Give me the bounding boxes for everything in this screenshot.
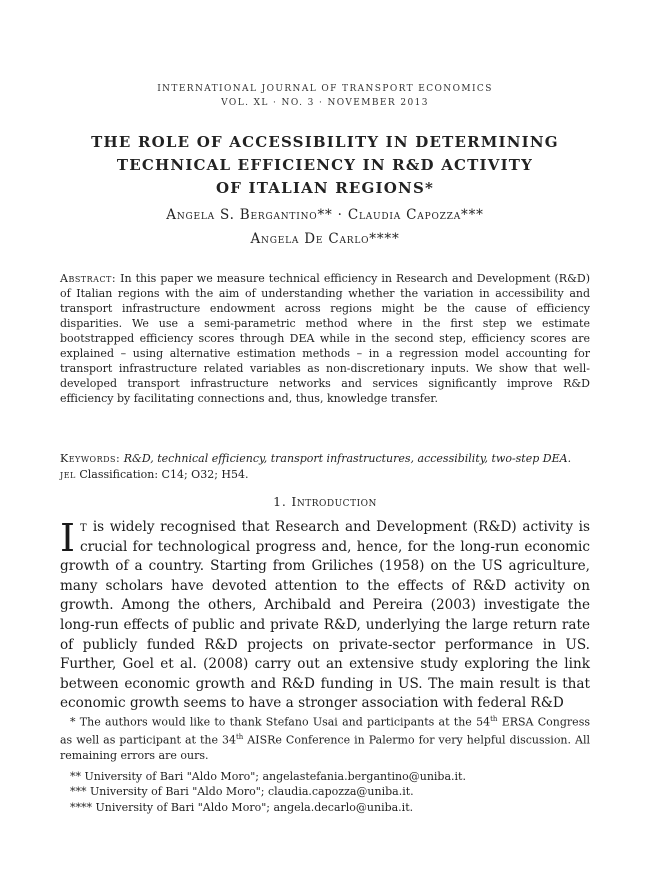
keywords bbox=[60, 451, 590, 466]
section-heading bbox=[0, 494, 650, 509]
authors-line-2: Angela De Carlo**** bbox=[250, 231, 400, 247]
body-paragraph bbox=[60, 518, 590, 714]
section-number: 1. bbox=[273, 494, 287, 509]
footnote-author-1: ** University of Bari "Aldo Moro"; angelastefania.bergantino@uniba.it. bbox=[70, 769, 466, 783]
first-word-rest: t bbox=[80, 519, 88, 535]
footnote-author-2: *** University of Bari "Aldo Moro"; claudia.capozza@uniba.it. bbox=[70, 785, 414, 799]
keywords-text: R&D, technical efficiency, transport infrastructures, accessibility, two-step DEA. bbox=[120, 452, 572, 465]
journal-name: INTERNATIONAL JOURNAL OF TRANSPORT ECONOMICS bbox=[157, 84, 493, 94]
paper-title-line-2: TECHNICAL EFFICIENCY IN R&D ACTIVITY bbox=[116, 156, 534, 174]
keywords-label: Keywords: bbox=[60, 452, 121, 465]
drop-cap: I bbox=[60, 516, 76, 560]
authors-line-1: Angela S. Bergantino** · Claudia Capozza*** bbox=[166, 207, 484, 223]
footnote-acknowledgement: * The authors would like to thank Stefano Usai and participants at the 54th ERSA Congress as well as participant at the 34th AISRe Conference in Palermo for very helpful discussion. All remaining errors are ours. bbox=[60, 715, 591, 763]
jel-classification bbox=[60, 467, 590, 482]
abstract bbox=[60, 271, 590, 406]
paper-title-line-1: THE ROLE OF ACCESSIBILITY IN DETERMINING bbox=[91, 133, 559, 151]
jel-label: jel bbox=[60, 468, 76, 481]
jel-text: Classification: C14; O32; H54. bbox=[75, 468, 249, 481]
footnotes bbox=[60, 712, 590, 815]
footnote-author-3: **** University of Bari "Aldo Moro"; angela.decarlo@uniba.it. bbox=[70, 800, 414, 814]
abstract-label: Abstract: bbox=[60, 272, 117, 285]
body-text: is widely recognised that Research and Development (R&D) activity is crucial for technological progress and, hence, for the long-run economic growth of a country. Starting from Griliches (1958) on the US agriculture, many scholars have devoted attention to the effects of R&D activity on growth. Among the others, Archibald and Pereira (2003) investigate the long-run effects of public and private R&D, underlying the large return rate of publicly funded R&D projects on private-sector performance in US. Further, Goel et al. (2008) carry out an extensive study exploring the link between economic growth and R&D funding in US. The main result is that economic growth seems to have a stronger association with federal R&D bbox=[60, 519, 590, 712]
paper-title-line-3: OF ITALIAN REGIONS* bbox=[215, 179, 435, 197]
abstract-text: In this paper we measure technical efficiency in Research and Development (R&D) of Italian regions with the aim of understanding whether the variation in accessibility and transport infrastructure endowment across regions might be the cause of efficiency disparities. We use a semi-parametric method where in the first step we estimate bootstrapped efficiency scores through DEA while in the second step, efficiency scores are explained – using alternative estimation methods – in a regression model accounting for transport infrastructure related variables as non-discretionary inputs. We show that well-developed transport infrastructure networks and services significantly improve R&D efficiency by facilitating connections and, thus, knowledge transfer. bbox=[60, 272, 590, 405]
section-title: Introduction bbox=[291, 494, 377, 509]
journal-issue: VOL. XL · NO. 3 · NOVEMBER 2013 bbox=[221, 98, 429, 108]
